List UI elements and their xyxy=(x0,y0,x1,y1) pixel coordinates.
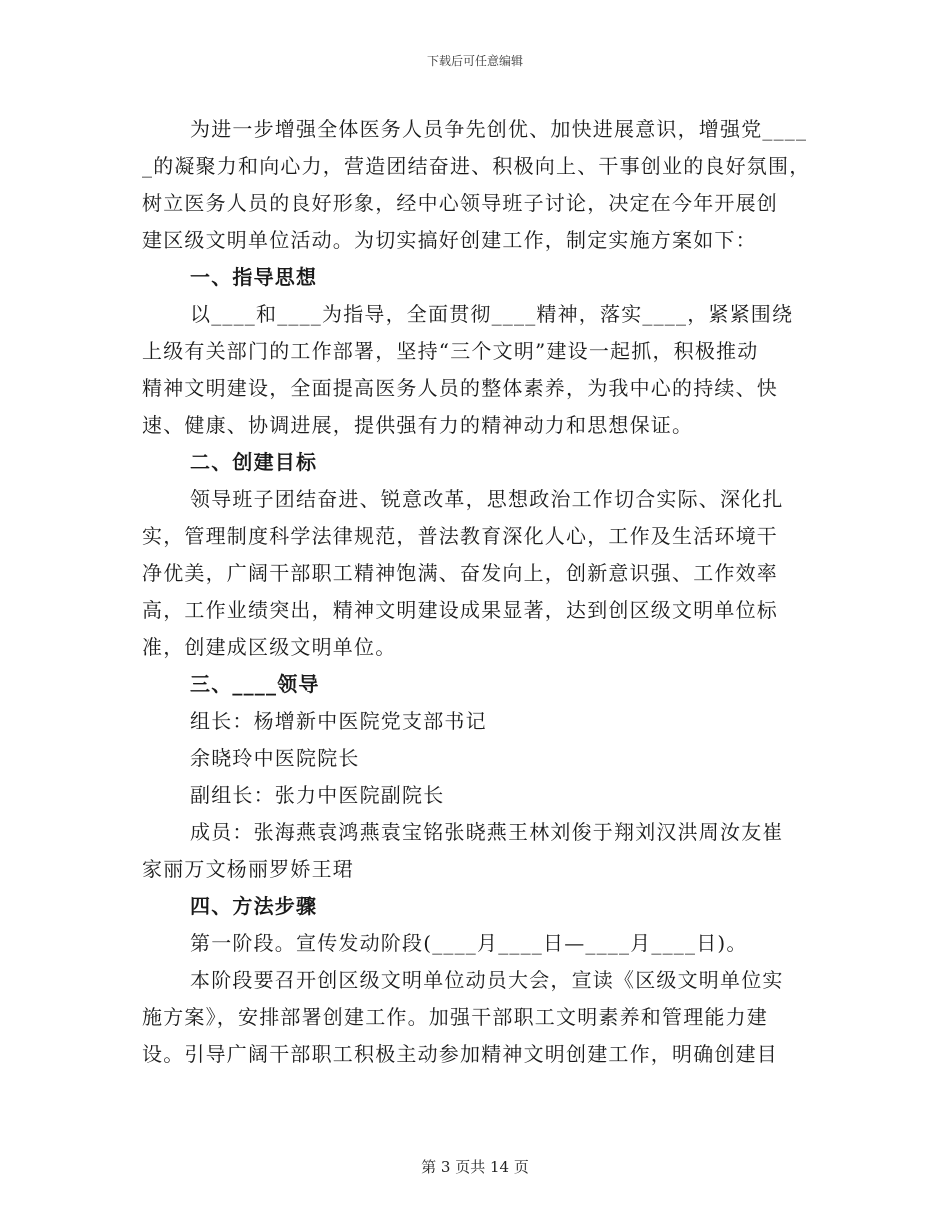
body-text-line: 领导班子团结奋进、锐意改革，思想政治工作切合实际、深化扎 xyxy=(190,487,784,511)
body-text-line: 树立医务人员的良好形象，经中心领导班子讨论，决定在今年开展创 xyxy=(142,191,778,215)
page-footer: 第 3 页共 14 页 xyxy=(421,1158,529,1176)
body-text-line: 施方案》，安排部署创建工作。加强干部职工文明素养和管理能力建 xyxy=(142,1005,768,1029)
body-text-line: _的凝聚力和向心力，营造团结奋进、积极向上、干事创业的良好氛围， xyxy=(142,154,811,178)
document-body xyxy=(142,111,810,1073)
section-heading: 四、方法步骤 xyxy=(190,894,318,918)
section-heading: 二、创建目标 xyxy=(190,450,318,474)
header-note: 下载后可任意编辑 xyxy=(426,54,523,68)
body-text-line: 余晓玲中医院院长 xyxy=(190,746,360,770)
body-text-line: 副组长：张力中医院副院长 xyxy=(190,783,445,807)
body-text-line: 为进一步增强全体医务人员争先创优、加快进展意识，增强党____ xyxy=(190,117,808,141)
body-text-line: 本阶段要召开创区级文明单位动员大会，宣读《区级文明单位实 xyxy=(190,968,784,992)
section-heading: 三、____领导 xyxy=(190,672,320,696)
body-text-line: 实，管理制度科学法律规范，普法教育深化人心，工作及生活环境干 xyxy=(142,524,778,548)
body-text-line: 精神文明建设，全面提高医务人员的整体素养，为我中心的持续、快 xyxy=(142,376,778,400)
body-text-line: 建区级文明单位活动。为切实搞好创建工作，制定实施方案如下： xyxy=(142,228,757,252)
body-text-line: 成员：张海燕袁鸿燕袁宝铭张晓燕王林刘俊于翔刘汉洪周汝友崔 xyxy=(190,820,784,844)
body-text-line: 设。引导广阔干部职工积极主动参加精神文明创建工作，明确创建目 xyxy=(142,1042,778,1066)
body-text-line: 以____和____为指导，全面贯彻____精神，落实____，紧紧围绕 xyxy=(190,302,794,326)
body-text-line: 净优美，广阔干部职工精神饱满、奋发向上，创新意识强、工作效率 xyxy=(142,561,778,585)
body-text-line: 速、健康、协调进展，提供强有力的精神动力和思想保证。 xyxy=(142,413,694,437)
body-text-line: 上级有关部门的工作部署，坚持“三个文明”建设一起抓，积极推动 xyxy=(142,339,759,363)
body-text-line: 高，工作业绩突出，精神文明建设成果显著，达到创区级文明单位标 xyxy=(142,598,778,622)
body-text-line: 家丽万文杨丽罗娇王珺 xyxy=(142,857,354,881)
body-text-line: 组长：杨增新中医院党支部书记 xyxy=(190,709,487,733)
body-text-line: 准，创建成区级文明单位。 xyxy=(142,635,397,659)
section-heading: 一、指导思想 xyxy=(190,265,318,289)
body-text-line: 第一阶段。宣传发动阶段(____月____日—____月____日)。 xyxy=(190,931,748,955)
